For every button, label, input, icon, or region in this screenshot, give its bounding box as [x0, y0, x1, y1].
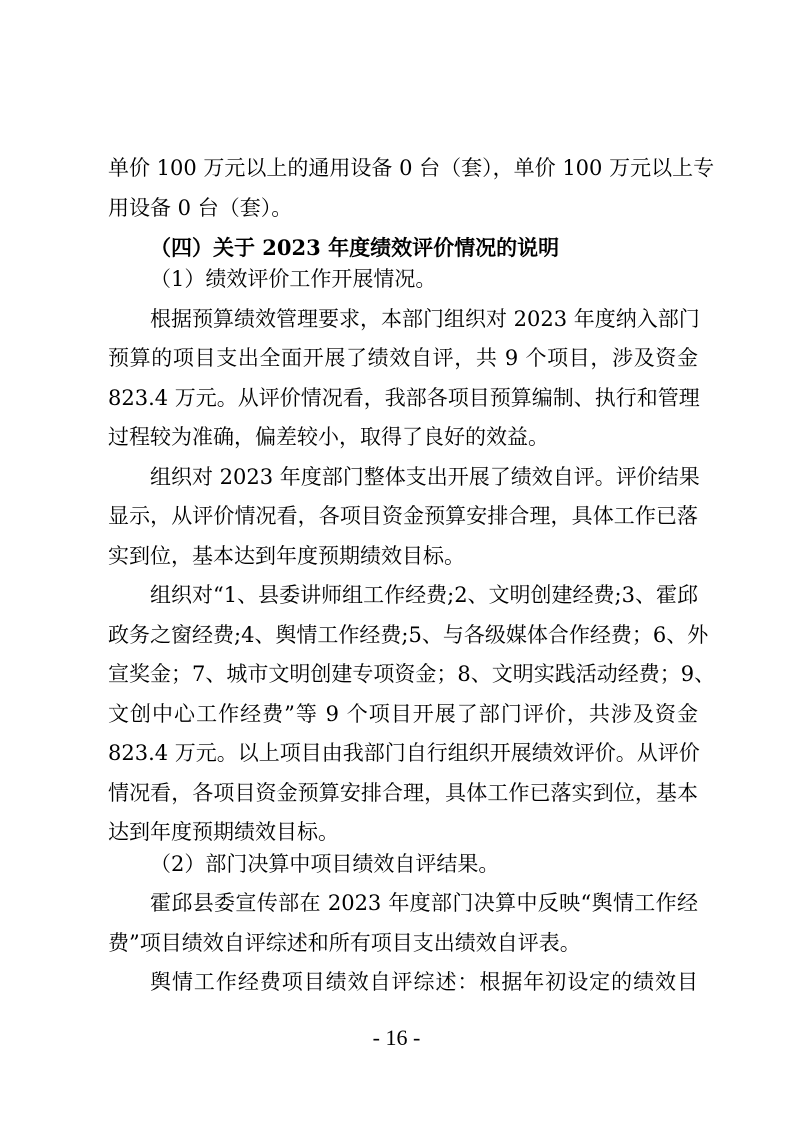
- paragraph-9-line-1: 舆情工作经费项目绩效自评综述：根据年初设定的绩效目: [150, 970, 698, 994]
- paragraph-6-line-3: 宣奖金；7、城市文明创建专项资金；8、文明实践活动经费；9、: [108, 662, 716, 686]
- page-number: - 16 -: [372, 1025, 421, 1050]
- subheading-2: （2）部门决算中项目绩效自评结果。: [150, 852, 500, 876]
- paragraph-1-line-1: 单价 100 万元以上的通用设备 0 台（套），单价 100 万元以上专: [108, 156, 715, 180]
- paragraph-4-line-1: 根据预算绩效管理要求，本部门组织对 2023 年度纳入部门: [150, 307, 700, 331]
- paragraph-6-line-2: 政务之窗经费;4、舆情工作经费;5、与各级媒体合作经费；6、外: [108, 623, 709, 647]
- paragraph-5-line-1: 组织对 2023 年度部门整体支出开展了绩效自评。评价结果: [150, 465, 700, 489]
- section-heading-4: （四）关于 2023 年度绩效评价情况的说明: [150, 235, 560, 260]
- paragraph-6-line-7: 达到年度预期绩效目标。: [108, 820, 339, 844]
- subheading-1: （1）绩效评价工作开展情况。: [150, 267, 437, 291]
- paragraph-4-line-2: 预算的项目支出全面开展了绩效自评，共 9 个项目，涉及资金: [108, 346, 698, 370]
- paragraph-6-line-6: 情况看，各项目资金预算安排合理，具体工作已落实到位，基本: [108, 781, 698, 805]
- paragraph-1-line-2: 用设备 0 台（套）。: [108, 196, 293, 220]
- paragraph-6-line-1: 组织对“1、县委讲师组工作经费;2、文明创建经费;3、霍邱: [150, 583, 698, 607]
- paragraph-4-line-3: 823.4 万元。从评价情况看，我部各项目预算编制、执行和管理: [108, 386, 700, 410]
- paragraph-8-line-1: 霍邱县委宣传部在 2023 年度部门决算中反映“舆情工作经: [150, 891, 698, 915]
- paragraph-5-line-2: 显示，从评价情况看，各项目资金预算安排合理，具体工作已落: [108, 504, 698, 528]
- paragraph-8-line-2: 费”项目绩效自评综述和所有项目支出绩效自评表。: [108, 931, 581, 955]
- paragraph-6-line-4: 文创中心工作经费”等 9 个项目开展了部门评价，共涉及资金: [108, 702, 698, 726]
- paragraph-5-line-3: 实到位，基本达到年度预期绩效目标。: [108, 544, 465, 568]
- paragraph-4-line-4: 过程较为准确，偏差较小，取得了良好的效益。: [108, 425, 549, 449]
- paragraph-6-line-5: 823.4 万元。以上项目由我部门自行组织开展绩效评价。从评价: [108, 741, 700, 765]
